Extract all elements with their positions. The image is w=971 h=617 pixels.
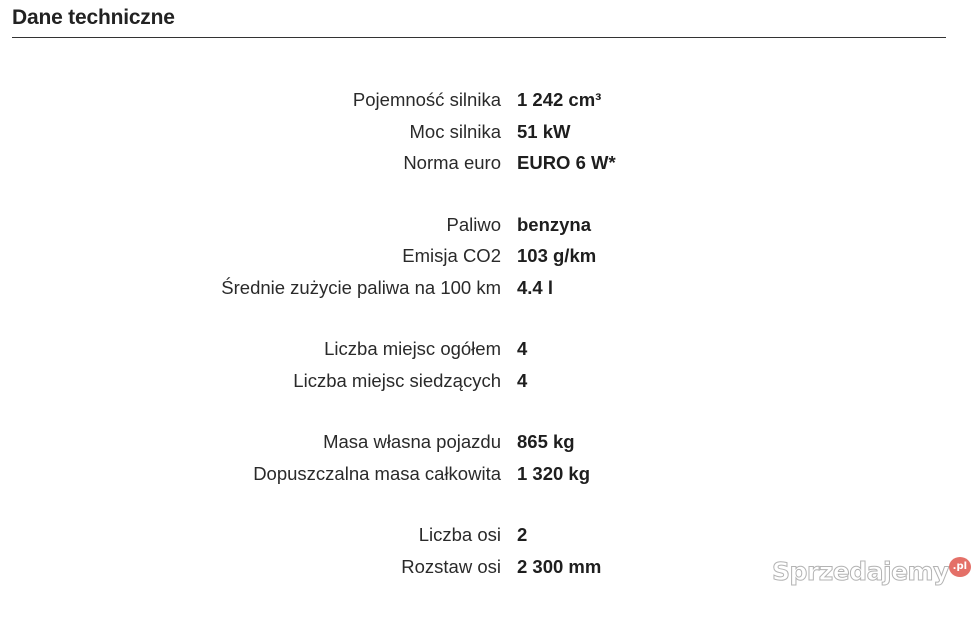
spec-value: 4.4 l	[517, 276, 553, 298]
watermark-text: Sprzedajemy	[772, 557, 949, 586]
spec-group-fuel	[0, 214, 959, 309]
spec-label: Dopuszczalna masa całkowita	[253, 462, 501, 484]
sprzedajemy-watermark	[772, 557, 971, 586]
spec-row-co2-emission	[0, 245, 959, 277]
spec-group-engine	[0, 89, 959, 184]
spec-label: Liczba osi	[418, 524, 501, 545]
watermark-badge: .pl	[949, 557, 971, 577]
spec-row-fuel-consumption	[0, 277, 959, 309]
spec-row-axle-count	[0, 524, 959, 556]
technical-specs-table	[0, 89, 959, 617]
spec-row-engine-power	[0, 121, 959, 153]
spec-row-seated-places	[0, 370, 959, 402]
section-title: Dane techniczne	[12, 6, 175, 29]
spec-label: Paliwo	[446, 213, 501, 235]
spec-label: Moc silnika	[409, 120, 501, 142]
spec-row-gross-weight	[0, 463, 959, 495]
spec-label: Rozstaw osi	[401, 555, 501, 577]
spec-value: 2	[517, 524, 528, 545]
spec-value: 1 320 kg	[517, 462, 591, 484]
spec-value: 1 242 cm³	[517, 89, 602, 110]
spec-group-mass	[0, 431, 959, 494]
spec-label: Norma euro	[403, 152, 501, 173]
spec-value: 51 kW	[517, 120, 571, 142]
spec-label: Liczba miejsc siedzących	[293, 369, 501, 391]
spec-label: Pojemność silnika	[352, 89, 501, 110]
spec-value: EURO 6 W*	[517, 152, 616, 173]
spec-row-fuel-type	[0, 214, 959, 246]
spec-row-engine-capacity	[0, 89, 959, 121]
spec-value: 2 300 mm	[517, 555, 602, 577]
spec-label: Liczba miejsc ogółem	[324, 338, 501, 359]
spec-label: Emisja CO2	[402, 245, 501, 266]
spec-label: Średnie zużycie paliwa na 100 km	[221, 276, 501, 298]
spec-value: 865 kg	[517, 431, 575, 452]
title-divider	[12, 37, 946, 38]
spec-row-total-seats	[0, 338, 959, 370]
spec-value: 4	[517, 338, 528, 359]
spec-row-curb-weight	[0, 431, 959, 463]
spec-value: 103 g/km	[517, 245, 597, 266]
spec-row-euro-norm	[0, 152, 959, 184]
spec-group-seats	[0, 338, 959, 401]
spec-value: 4	[517, 369, 528, 391]
spec-label: Masa własna pojazdu	[323, 431, 501, 452]
spec-value: benzyna	[517, 213, 592, 235]
